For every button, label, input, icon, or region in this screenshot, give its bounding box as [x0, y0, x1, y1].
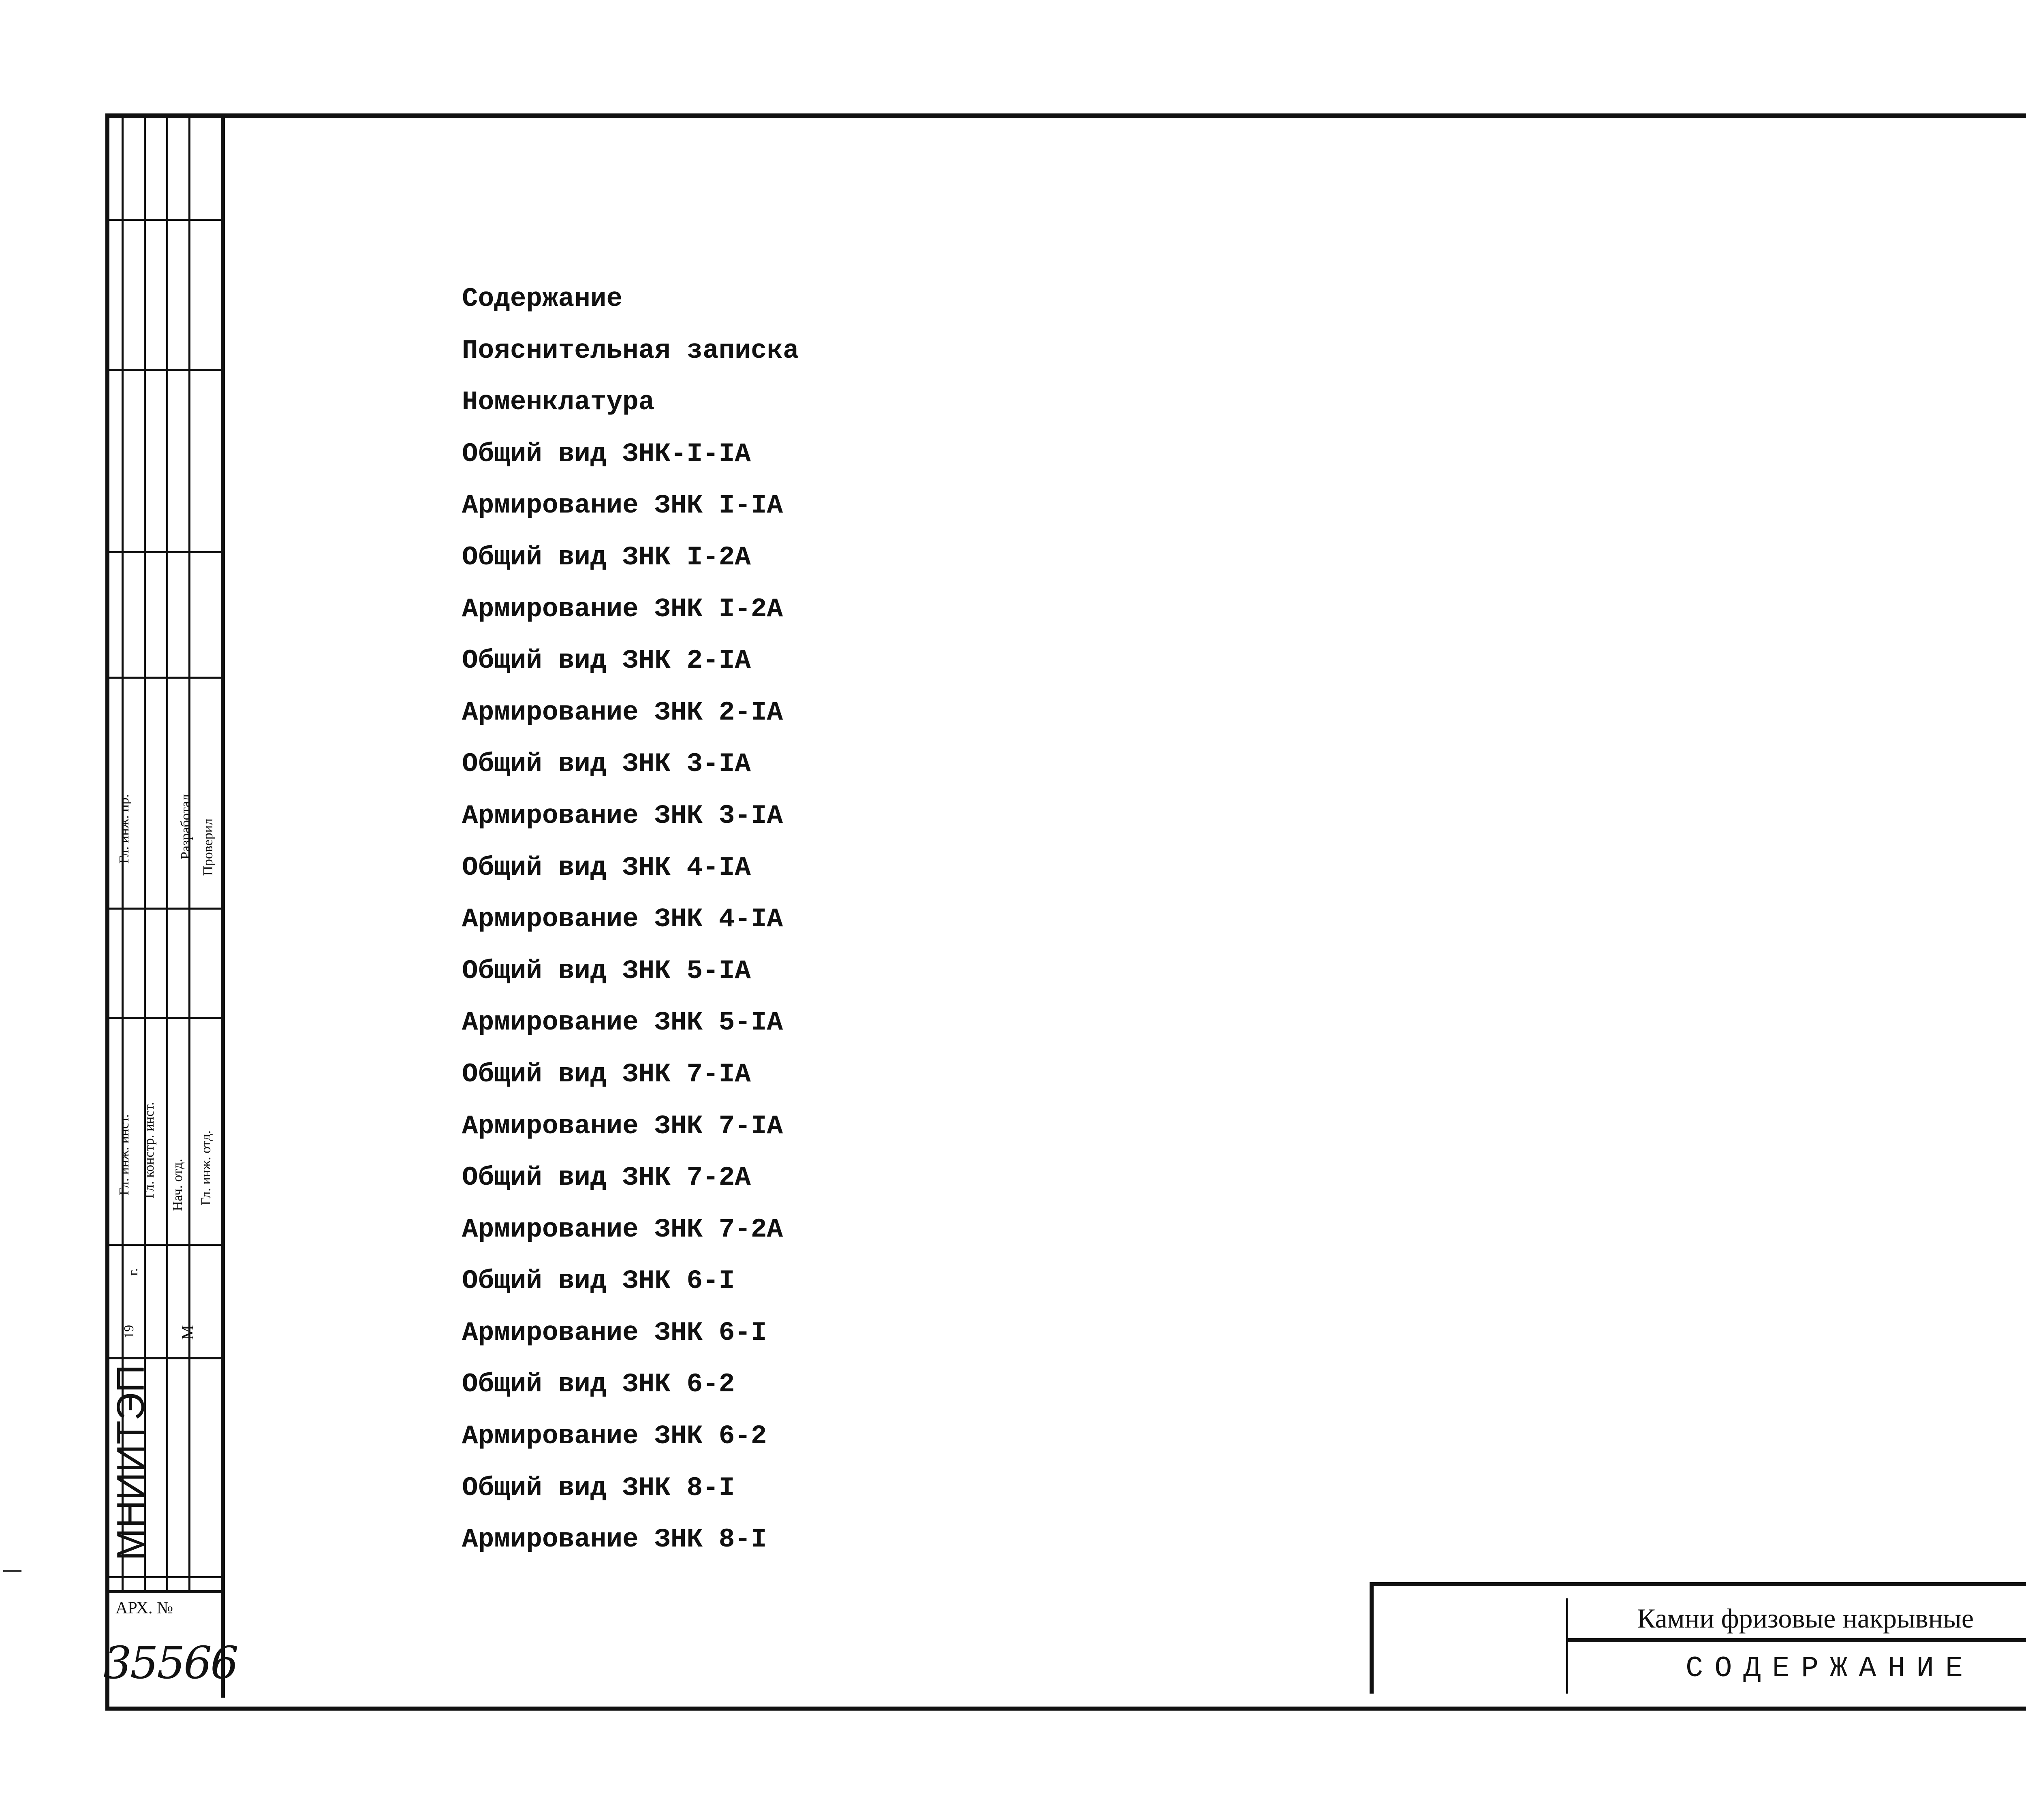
- margin-mark: [3, 1570, 21, 1572]
- strip-divider: [105, 369, 221, 371]
- toc-item-title: Армирование ЗНК 2-IA: [462, 697, 783, 728]
- strip-column: [166, 117, 168, 1592]
- toc-item-title: Общий вид ЗНК 7-IA: [462, 1059, 751, 1089]
- year-suffix: г.: [126, 1268, 141, 1276]
- toc-row: [462, 645, 2026, 697]
- toc-item-title: Армирование ЗНК 7-2A: [462, 1214, 783, 1245]
- toc-item-title: Общий вид ЗНК 7-2A: [462, 1162, 751, 1193]
- toc-item-title: Армирование ЗНК I-IA: [462, 490, 783, 521]
- toc-item-title: Общий вид ЗНК 5-IA: [462, 955, 751, 986]
- stamp-divider: [1566, 1598, 1568, 1694]
- role-label: Гл. констр. инст.: [142, 1102, 157, 1198]
- toc-row: [462, 1007, 2026, 1059]
- toc-item-title: Общий вид ЗНК I-2A: [462, 542, 751, 572]
- toc-item-title: Армирование ЗНК 3-IA: [462, 800, 783, 831]
- toc-row: [462, 852, 2026, 904]
- toc-row: [462, 1369, 2026, 1421]
- organization-name: МНИИТЭП: [109, 1365, 152, 1561]
- toc-row: [462, 1162, 2026, 1214]
- toc-row: [462, 1111, 2026, 1163]
- toc-row: [462, 1421, 2026, 1473]
- toc-row: [462, 439, 2026, 491]
- archive-label: АРХ. №: [115, 1599, 173, 1617]
- toc-item-title: Общий вид ЗНК-I-IA: [462, 438, 751, 469]
- strip-divider: [105, 219, 221, 221]
- toc-item-title: Армирование ЗНК 6-2: [462, 1421, 767, 1452]
- toc-item-title: Общий вид ЗНК 2-IA: [462, 645, 751, 676]
- toc-row: [462, 1473, 2026, 1525]
- role-label: Нач. отд.: [170, 1159, 185, 1211]
- toc-item-title: Номенклатура: [462, 387, 655, 418]
- toc-item-title: Общий вид ЗНК 3-IA: [462, 749, 751, 780]
- toc-row: [462, 387, 2026, 439]
- toc-row: [462, 904, 2026, 956]
- toc-row: [462, 697, 2026, 749]
- toc-item-title: Армирование ЗНК 7-IA: [462, 1111, 783, 1141]
- toc-item-title: Общий вид ЗНК 6-2: [462, 1369, 735, 1400]
- toc-row: [462, 801, 2026, 852]
- toc-item-title: Общий вид ЗНК 4-IA: [462, 852, 751, 883]
- stamp-divider: [1566, 1638, 2026, 1642]
- toc-item-title: Содержание: [462, 284, 623, 314]
- strip-divider: [105, 908, 221, 910]
- toc-item-title: Армирование ЗНК 8-I: [462, 1524, 767, 1555]
- strip-divider: [105, 1576, 221, 1578]
- toc-item-title: Пояснительная записка: [462, 335, 799, 366]
- toc-row: [462, 1266, 2026, 1318]
- archive-number: 35566: [103, 1637, 237, 1689]
- role-label: Гл. инж. пр.: [117, 794, 132, 864]
- strip-divider: [105, 551, 221, 553]
- archive-divider: [105, 1590, 221, 1593]
- strip-divider: [105, 677, 221, 679]
- toc-item-title: Армирование ЗНК I-2A: [462, 594, 783, 624]
- role-label: Проверил: [201, 818, 216, 876]
- toc-row: [462, 1524, 2026, 1576]
- role-label: Гл. инж. отд.: [199, 1130, 214, 1205]
- role-label: Разработал: [178, 794, 193, 860]
- scale-label: М: [179, 1325, 197, 1340]
- toc-item-title: Армирование ЗНК 5-IA: [462, 1007, 783, 1038]
- toc-row: [462, 749, 2026, 801]
- sheet-title: СОДЕРЖАНИЕ: [1686, 1652, 1975, 1685]
- role-label: Гл. инж. инст.: [117, 1114, 132, 1196]
- toc-row: [462, 284, 2026, 335]
- toc-row: [462, 542, 2026, 594]
- title-block: [1370, 1582, 2026, 1694]
- toc-item-title: Общий вид ЗНК 8-I: [462, 1472, 735, 1503]
- toc-row: [462, 956, 2026, 1008]
- toc-item-title: Общий вид ЗНК 6-I: [462, 1266, 735, 1297]
- toc-row: [462, 1059, 2026, 1111]
- toc-row: [462, 1214, 2026, 1266]
- toc-item-title: Армирование ЗНК 4-IA: [462, 904, 783, 935]
- toc-row: [462, 1318, 2026, 1369]
- product-name: Камни фризовые накрывные: [1637, 1603, 1974, 1634]
- toc-item-title: Армирование ЗНК 6-I: [462, 1317, 767, 1348]
- strip-divider: [105, 1244, 221, 1246]
- year-prefix: 19: [122, 1325, 137, 1339]
- toc-row: [462, 594, 2026, 646]
- toc-row: [462, 335, 2026, 387]
- toc-row: [462, 490, 2026, 542]
- strip-divider: [105, 1017, 221, 1019]
- contents-list: [462, 284, 2026, 1576]
